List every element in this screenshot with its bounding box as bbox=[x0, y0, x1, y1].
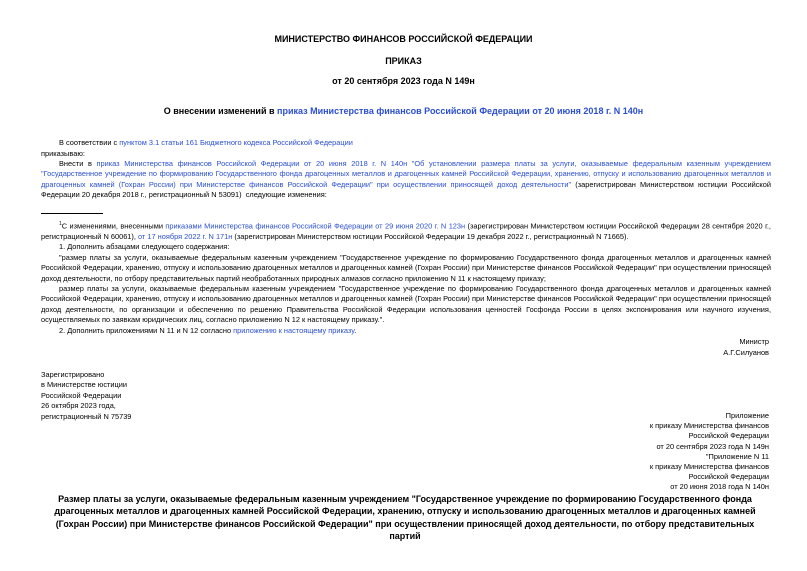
appendix-line: к приказу Министерства финансов bbox=[649, 421, 769, 431]
appendix-line: Российской Федерации bbox=[688, 431, 769, 441]
appendix-link[interactable]: приложению к настоящему приказу bbox=[233, 326, 355, 335]
doc-date-number: от 20 сентября 2023 года N 149н bbox=[332, 76, 475, 86]
budget-code-link[interactable]: пунктом 3.1 статьи 161 Бюджетного кодекса Российской Федерации bbox=[119, 138, 353, 147]
footnote-divider bbox=[41, 213, 103, 214]
footnote-mid2: (зарегистрирован Министерством юстиции Российской Федерации 19 декабря 2022 г., регистрационный N 71665). bbox=[232, 231, 629, 241]
body-p2: "размер платы за услуги, оказываемые федеральным казенным учреждением "Государственное учреждение по формированию Государственного фонда драгоценных металлов и драгоценных камней Российской Федерации, хранению, отпуску и использованию драгоценных металлов и драгоценных камней (Гохран России) при Министерстве финансов Российской Федерации" при осуществлении приносящей доход деятельности, по отбору представительных партий необработанных природных алмазов согласно приложению N 11 к настоящему приказу; bbox=[41, 253, 771, 283]
main-paragraph bbox=[41, 159, 771, 201]
footnote-marker: 1 bbox=[59, 221, 62, 227]
doc-title-link[interactable]: приказ Министерства финансов Российской Федерации от 20 июня 2018 г. N 140н bbox=[277, 106, 644, 116]
registration-line: в Министерстве юстиции bbox=[41, 380, 128, 390]
main-trail: следующие изменения: bbox=[245, 190, 327, 200]
body-p4: 2. Дополнить приложениями N 11 и N 12 согласно приложению к настоящему приказу. bbox=[59, 326, 357, 335]
body-p3: размер платы за услуги, оказываемые федеральным казенным учреждением "Государственное учреждение по формированию Государственного фонда драгоценных металлов и драгоценных камней Российской Федерации, хранению, отпуску и использованию драгоценных металлов и драгоценных камней (Гохран России) при Министерстве финансов Российской Федерации" при осуществлении приносящей доход деятельности, по организации и обеспечению по решению Правительства Российской Федерации использования ценностей Госфонда России в целях экспонирования или научного изучения, осуществляемых по заявкам юридических лиц, согласно приложению N 12 к настоящему приказу.". bbox=[41, 284, 771, 325]
body-p1: 1. Дополнить абзацами следующего содержания: bbox=[59, 242, 230, 251]
doc-title-prefix: О внесении изменений в bbox=[163, 106, 278, 116]
registration-line: регистрационный N 75739 bbox=[41, 411, 132, 421]
footnote-pre: С изменениями, внесенными bbox=[61, 221, 166, 231]
appendix-line: от 20 сентября 2023 года N 149н bbox=[656, 441, 769, 451]
footnote bbox=[41, 219, 771, 242]
main-post: (зарегистрирован Министерством юстиции Российской Федерации 20 декабря 2018 г., регистрационный N 53091) bbox=[41, 179, 771, 200]
appendix-line: от 20 июня 2018 года N 140н bbox=[670, 482, 769, 492]
registration-line: Зарегистрировано bbox=[41, 370, 105, 379]
appendix-line: Российской Федерации bbox=[688, 472, 769, 482]
order-word: приказываю: bbox=[41, 149, 85, 158]
amend-2022-link[interactable]: от 17 ноября 2022 г. N 171н bbox=[137, 231, 233, 241]
signature-role: Министр bbox=[739, 337, 769, 346]
preamble bbox=[59, 138, 759, 148]
order-title-link[interactable]: "Об установлении размера платы за услуги, оказываемые федеральным казенным учреждением "Государственное учреждение по формированию Государственного фонда драгоценных металлов и драгоценных камней Российской Федерации, хранению, отпуску и использованию драгоценных металлов и драгоценных камней (Гохран России) при Министерстве финансов Российской Федерации" при осуществлении приносящей доход деятельности" bbox=[41, 159, 772, 189]
order-140n-link[interactable]: приказ Министерства финансов Российской Федерации от 20 июня 2018 г. N 140н bbox=[96, 159, 408, 168]
ministry-heading: МИНИСТЕРСТВО ФИНАНСОВ РОССИЙСКОЙ ФЕДЕРАЦИИ bbox=[274, 34, 533, 44]
appendix-title: Размер платы за услуги, оказываемые федеральным казенным учреждением "Государственное учреждение по формированию Государственного фонда драгоценных металлов и драгоценных камней Российской Федерации, хранению, отпуску и использованию драгоценных металлов и драгоценных камней (Гохран России) при Министерстве финансов Российской Федерации" при осуществлении приносящей доход деятельности, по отбору представительных партий bbox=[54, 494, 756, 541]
appendix-block bbox=[650, 411, 769, 493]
registration-block bbox=[41, 370, 131, 422]
appendix-line: к приказу Министерства финансов bbox=[649, 462, 769, 472]
appendix-line: Приложение bbox=[725, 411, 769, 420]
registration-line: 26 октября 2023 года, bbox=[41, 401, 116, 411]
signature-name: А.Г.Силуанов bbox=[723, 348, 769, 357]
preamble-text: В соответствии с bbox=[59, 138, 120, 147]
appendix-line: "Приложение N 11 bbox=[705, 451, 769, 461]
amend-2020-link[interactable]: приказами Министерства финансов Российской Федерации от 29 июня 2020 г. N 123н bbox=[165, 221, 466, 231]
doc-title bbox=[0, 106, 807, 116]
doc-type: ПРИКАЗ bbox=[385, 56, 422, 66]
body-p4-text: 2. Дополнить приложениями N 11 и N 12 согласно bbox=[59, 326, 234, 335]
footnote-mid1: (зарегистрирован Министерством юстиции Российской Федерации 28 сентября 2020 г., регистрационный N 60061), bbox=[41, 221, 771, 241]
registration-line: Российской Федерации bbox=[41, 390, 122, 400]
main-pre: Внести в bbox=[59, 159, 97, 168]
